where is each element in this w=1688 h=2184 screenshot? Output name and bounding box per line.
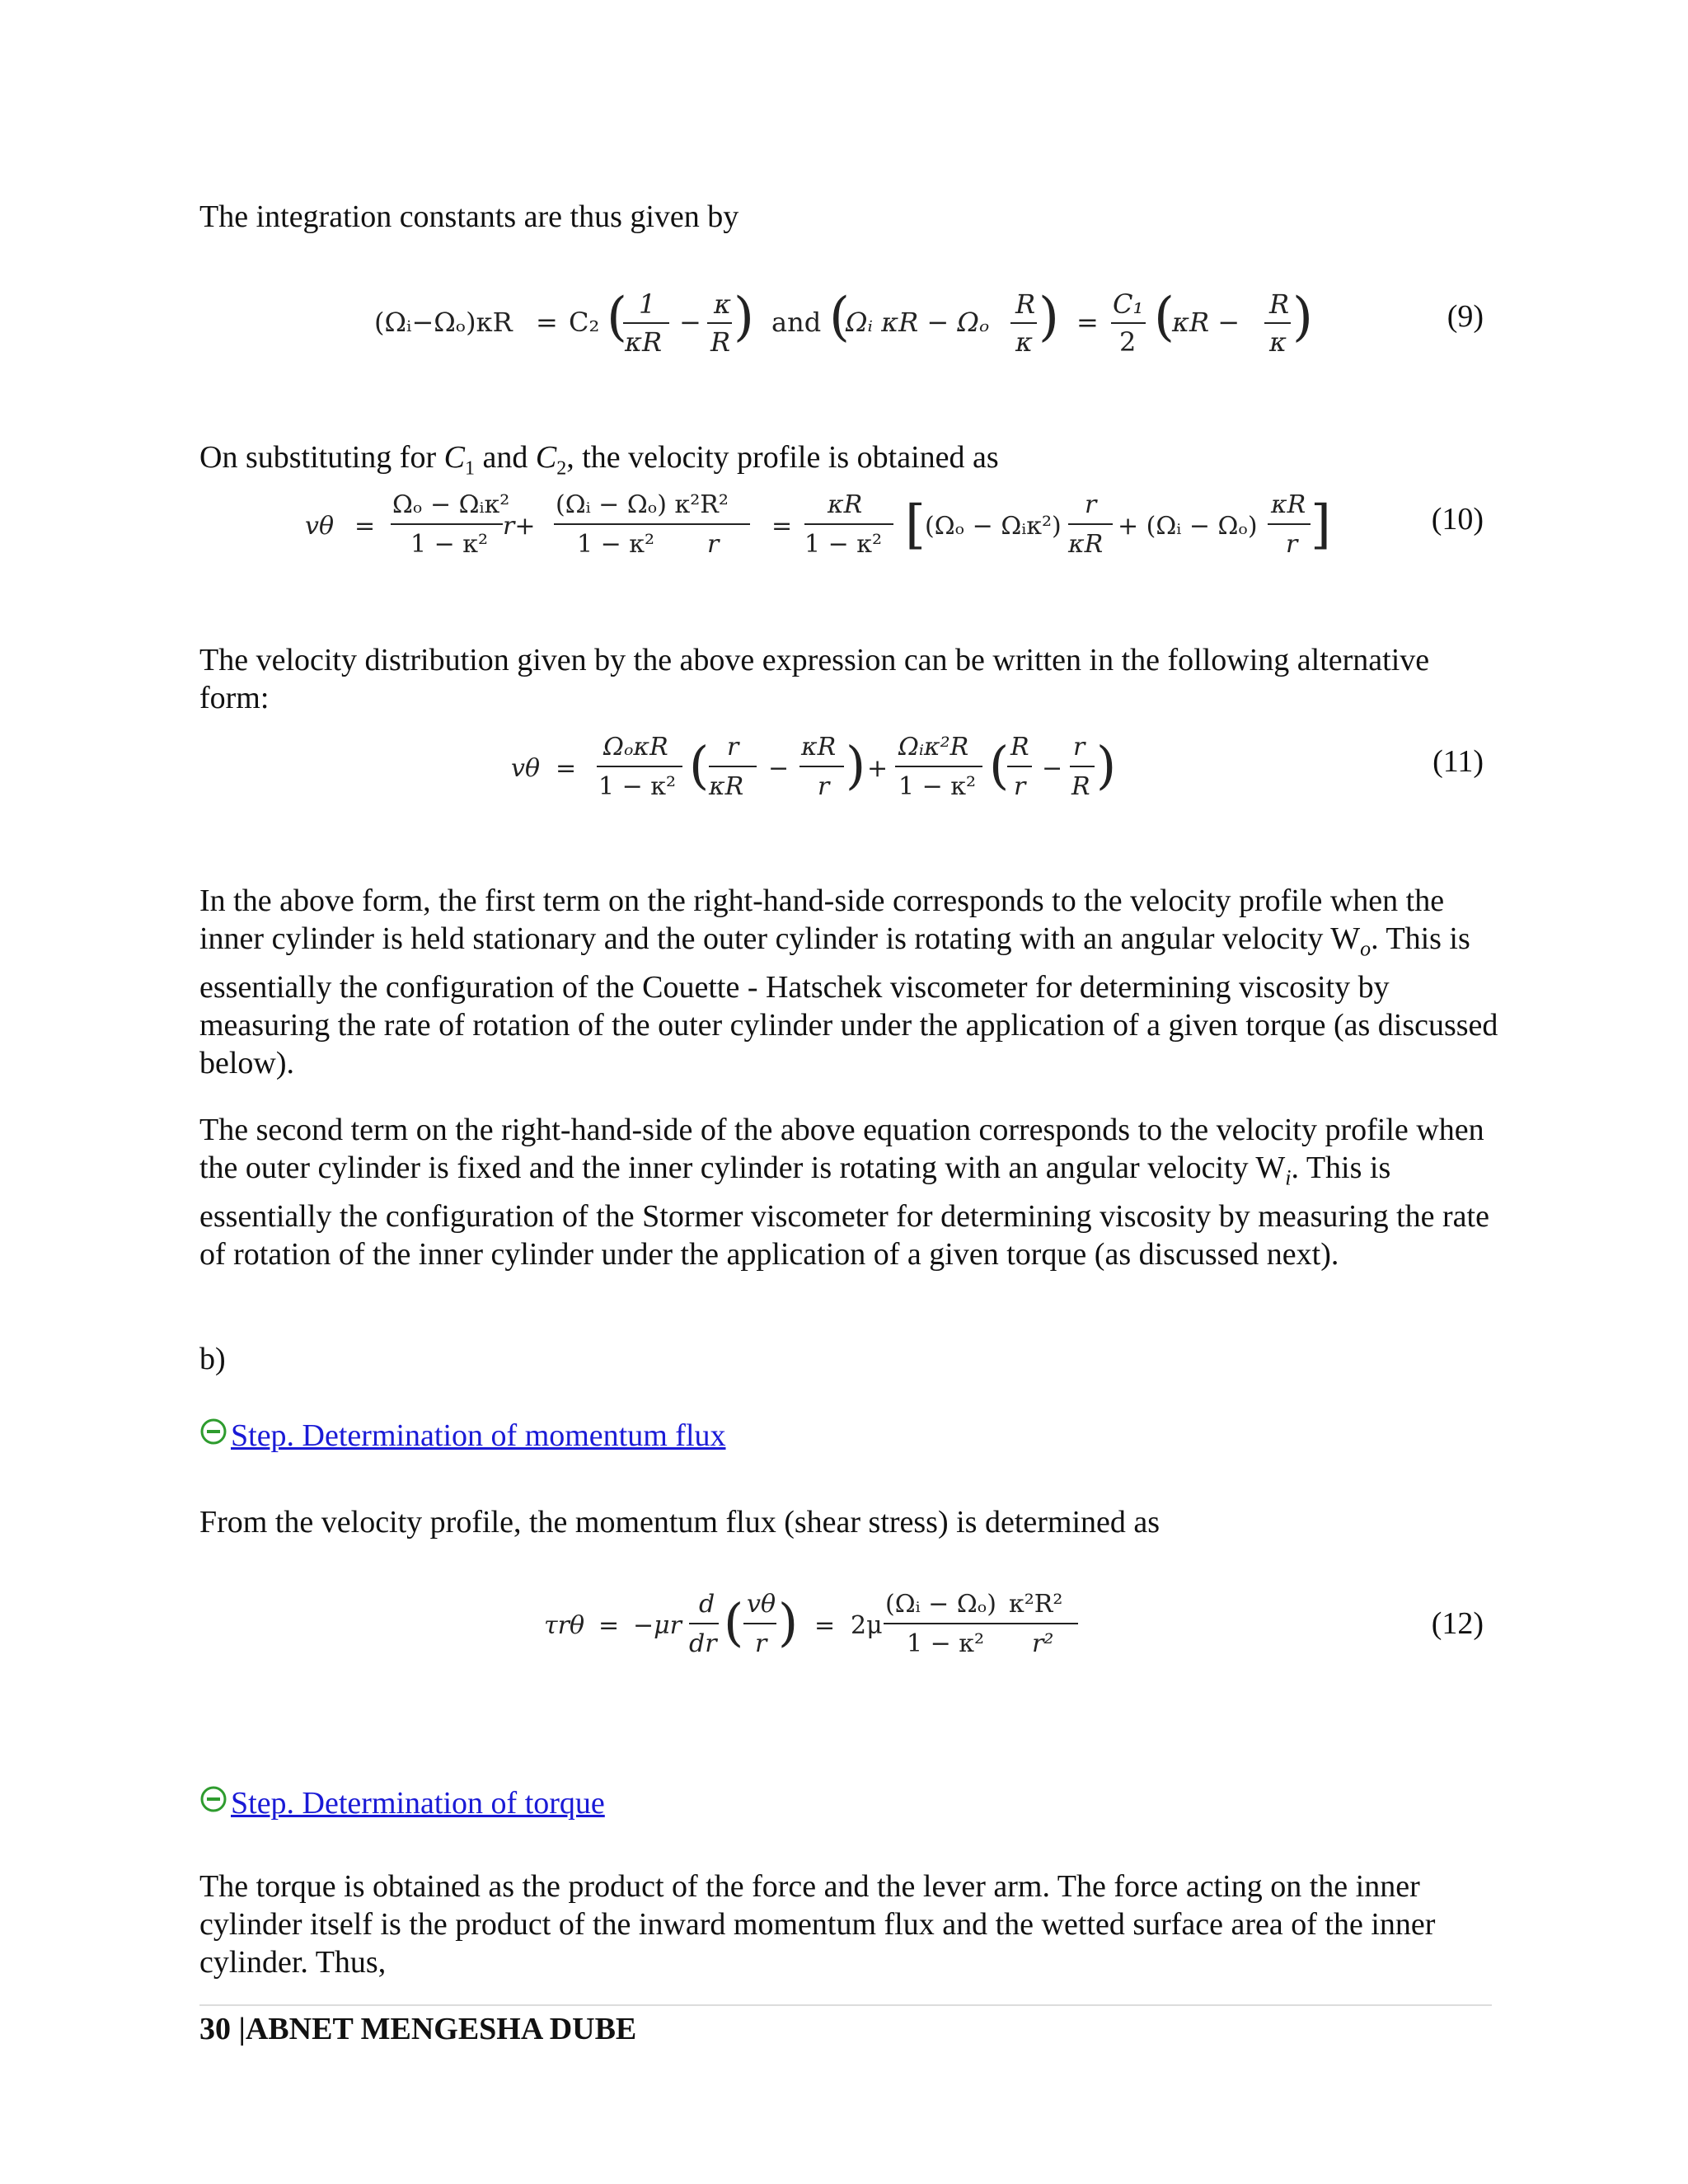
eq12-den1: 1 − κ² bbox=[907, 1629, 985, 1658]
eq10-equals2: = bbox=[771, 512, 793, 541]
paragraph-substituting: On substituting for $C_1$ and $C_2$, the velocity profile is obtained as bbox=[199, 440, 999, 480]
eq9-equals2: = bbox=[1076, 307, 1099, 338]
paragraph-second-term: The second term on the right-hand-side of the above equation corresponds to the velocity profile when the outer cylinder is fixed and the inner cylinder is rotating with an angular velocity $W_i$. This is essentially the configuration of the Stormer viscometer for determining viscosity by measuring the rate of rotation of the inner cylinder under the application of a given torque (as discussed next). bbox=[199, 1113, 1489, 1272]
eq9-c1-num: C₁ bbox=[1113, 288, 1144, 320]
eq10-b1-den: κR bbox=[1068, 530, 1104, 559]
paragraph-integration-constants: The integration constants are thus given by bbox=[199, 199, 739, 234]
eq10-t1-tail: r+ bbox=[503, 512, 536, 541]
eq11-equals: = bbox=[556, 754, 577, 783]
eq11-a-num: r bbox=[727, 733, 739, 762]
eq10-t2-den: 1 − κ² bbox=[577, 530, 655, 559]
eq9-paren2-open: ( bbox=[829, 287, 850, 348]
minus-circle-icon[interactable] bbox=[199, 1418, 227, 1446]
eq12-v-den: r bbox=[755, 1629, 767, 1658]
eq9-f3-num: R bbox=[1015, 288, 1036, 320]
eq10-b1: (Ωₒ − Ωᵢκ²) bbox=[925, 512, 1062, 541]
eq11-plus: + bbox=[867, 754, 889, 783]
eq11-b-num: κR bbox=[801, 733, 837, 762]
eq11-c-den: r bbox=[1014, 772, 1026, 801]
eq11-a-den: κR bbox=[709, 772, 744, 801]
eq12-d-num: d bbox=[699, 1590, 715, 1619]
eq10-t2-den2: r bbox=[707, 530, 720, 559]
eq9-f4-num: R bbox=[1269, 288, 1290, 320]
eq10-t3-num: κR bbox=[828, 490, 863, 519]
eq11-d-num: r bbox=[1073, 733, 1085, 762]
eq10-equals: = bbox=[354, 512, 376, 541]
equation-12 bbox=[544, 1582, 1088, 1673]
eq9-paren-close: ) bbox=[734, 287, 754, 348]
eq9-paren2-close: ) bbox=[1039, 287, 1059, 348]
equation-number-10: (10) bbox=[1431, 502, 1484, 537]
eq9-lhs2: Ωᵢ κR − Ωₒ bbox=[846, 307, 990, 338]
eq10-b2: + (Ωᵢ − Ωₒ) bbox=[1118, 512, 1258, 541]
eq11-t2-den: 1 − κ² bbox=[898, 772, 977, 801]
eq9-paren3-open: ( bbox=[1154, 287, 1175, 348]
eq11-t1-num: ΩₒκR bbox=[603, 733, 668, 762]
equation-number-11: (11) bbox=[1432, 744, 1484, 779]
eq10-lhs: vθ bbox=[305, 512, 335, 541]
eq11-t2-num: Ωᵢκ²R bbox=[898, 733, 969, 762]
eq9-equals: = bbox=[536, 307, 558, 338]
eq12-d-den: dr bbox=[689, 1629, 717, 1658]
eq12-paren-open: ( bbox=[724, 1592, 744, 1652]
eq12-den2: r² bbox=[1032, 1629, 1054, 1658]
eq10-b2-num: κR bbox=[1271, 490, 1306, 519]
eq9-f3-den: κ bbox=[1015, 326, 1033, 358]
eq11-paren-open: ( bbox=[689, 735, 710, 795]
step-torque[interactable] bbox=[199, 1785, 605, 1821]
eq12-equals2: = bbox=[814, 1611, 836, 1640]
eq10-b1-num: r bbox=[1085, 490, 1097, 519]
eq11-c-num: R bbox=[1010, 733, 1029, 762]
eq10-t1-den: 1 − κ² bbox=[410, 530, 489, 559]
eq12-num1: (Ωᵢ − Ωₒ) bbox=[885, 1590, 996, 1619]
eq10-t1-num: Ωₒ − Ωᵢκ² bbox=[392, 490, 510, 519]
paragraph-first-term: In the above form, the first term on the right-hand-side corresponds to the velocity profile when the inner cylinder is held stationary and the outer cylinder is rotating with an angular velocity $W_o$. This is essentially the configuration of the Couette - Hatschek viscometer for determining viscosity by measuring the rate of rotation of the outer cylinder under the application of a given torque (as discussed below). bbox=[199, 883, 1498, 1080]
eq9-f2-den: R bbox=[710, 326, 731, 358]
eq11-d-den: R bbox=[1071, 772, 1090, 801]
page-footer: 30 |ABNET MENGESHA DUBE bbox=[199, 2012, 637, 2046]
eq11-paren-close: ) bbox=[846, 735, 866, 795]
paragraph-velocity-distribution: The velocity distribution given by the above expression can be written in the following alternative form: bbox=[199, 643, 1430, 715]
eq9-f1-den: κR bbox=[625, 326, 663, 358]
eq9-paren3-close: ) bbox=[1292, 287, 1313, 348]
step-momentum-flux-link[interactable]: Step. Determination of momentum flux bbox=[231, 1418, 726, 1453]
eq9-c1-den: 2 bbox=[1119, 326, 1137, 358]
eq9-f1-num: 1 bbox=[639, 288, 656, 320]
eq9-f4-den: κ bbox=[1269, 326, 1287, 358]
paragraph-label-b: b) bbox=[199, 1342, 226, 1376]
paragraph-momentum-flux: From the velocity profile, the momentum flux (shear stress) is determined as bbox=[199, 1505, 1160, 1540]
eq11-minus: − bbox=[768, 754, 790, 783]
step-torque-link[interactable]: Step. Determination of torque bbox=[231, 1786, 605, 1821]
eq12-rhs: 2μ bbox=[851, 1611, 883, 1640]
eq10-t2-num: (Ωᵢ − Ωₒ) κ²R² bbox=[556, 490, 729, 519]
eq9-and: and bbox=[771, 307, 822, 338]
eq9-lhs1: (Ωᵢ−Ωₒ)κR bbox=[374, 307, 513, 338]
eq12-v-num: vθ bbox=[747, 1590, 776, 1619]
eq12-num2: κ²R² bbox=[1009, 1590, 1063, 1619]
eq9-f2-num: κ bbox=[714, 288, 731, 320]
eq12-paren-close: ) bbox=[778, 1592, 799, 1652]
eq9-minus: − bbox=[679, 307, 701, 338]
equation-9 bbox=[363, 277, 1335, 368]
eq12-mid: −μr bbox=[633, 1611, 682, 1640]
eq11-paren2-open: ( bbox=[989, 735, 1010, 795]
eq10-b2-den: r bbox=[1286, 530, 1298, 559]
eq11-minus2: − bbox=[1042, 754, 1063, 783]
footer-divider bbox=[199, 2004, 1492, 2006]
eq10-bracket-open: [ bbox=[905, 494, 926, 555]
eq12-equals: = bbox=[598, 1611, 620, 1640]
eq9-rhs2: κR − bbox=[1172, 307, 1240, 338]
eq9-c2: C₂ bbox=[569, 307, 600, 338]
eq10-bracket-close: ] bbox=[1311, 494, 1331, 555]
eq11-lhs: vθ bbox=[511, 754, 541, 783]
equation-10 bbox=[305, 483, 1331, 574]
eq11-t1-den: 1 − κ² bbox=[598, 772, 677, 801]
eq11-paren2-close: ) bbox=[1096, 735, 1117, 795]
equation-number-12: (12) bbox=[1431, 1606, 1484, 1641]
eq12-lhs: τrθ bbox=[544, 1611, 584, 1640]
equation-11 bbox=[511, 725, 1121, 816]
equation-number-9: (9) bbox=[1447, 299, 1484, 334]
minus-circle-icon[interactable] bbox=[199, 1785, 227, 1813]
eq11-b-den: r bbox=[818, 772, 830, 801]
eq9-paren-open: ( bbox=[607, 287, 627, 348]
paragraph-torque: The torque is obtained as the product of the force and the lever arm. The force acting on the inner cylinder itself is the product of the inward momentum flux and the wetted surface area of the inner cylinder. Thus, bbox=[199, 1869, 1436, 1980]
step-momentum-flux[interactable] bbox=[199, 1418, 726, 1454]
eq10-t3-den: 1 − κ² bbox=[804, 530, 883, 559]
